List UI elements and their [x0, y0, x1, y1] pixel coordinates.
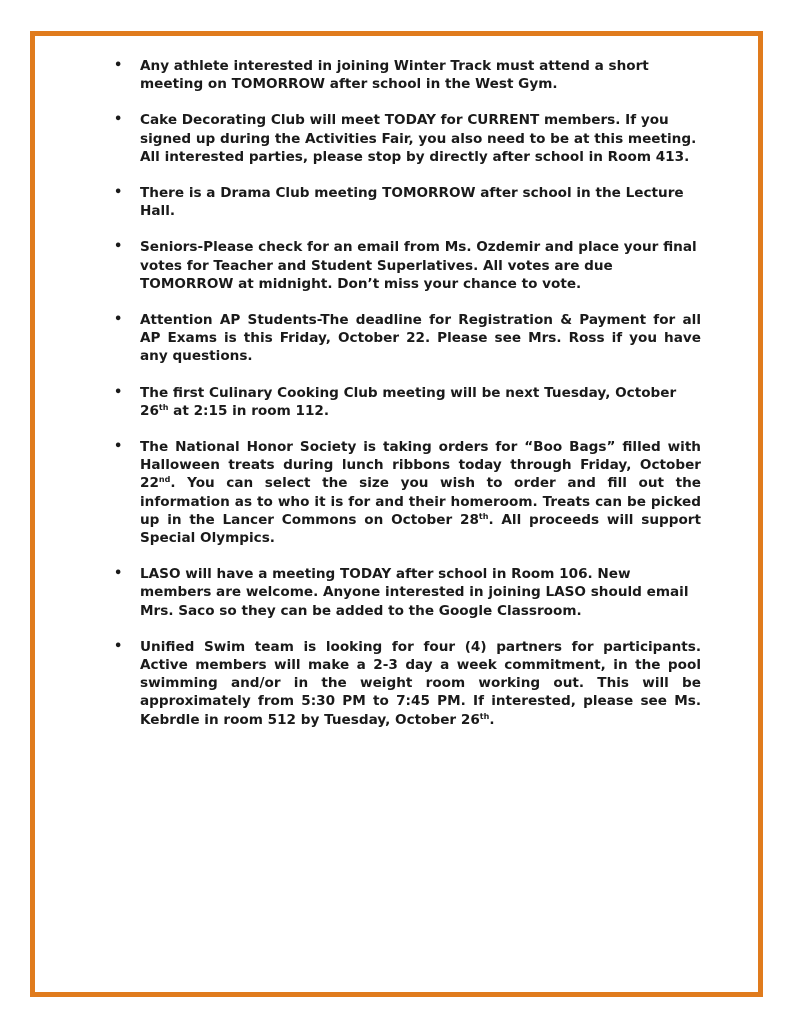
text-segment: Attention AP Students-The deadline for Registration & Payment for all AP Exams is this Friday, October 22. Please see Mrs. Ross if you have any questions.: [140, 312, 701, 365]
announcement-item: [108, 57, 701, 93]
announcement-item: [108, 311, 701, 366]
bullet-icon: •: [114, 185, 123, 201]
text-segment: Seniors-Please check for an email from Ms. Ozdemir and place your final votes for Teacher and Student Superlatives. All votes are due TOMORROW at midnight. Don’t miss your chance to vote.: [140, 239, 697, 292]
ordinal-suffix: th: [158, 402, 169, 412]
bullet-icon: •: [114, 439, 123, 455]
text-segment: Cake Decorating Club will meet TODAY for CURRENT members. If you signed up during the Activities Fair, you also need to be at this meeting. All interested parties, please stop by directly after school in Room 413.: [140, 112, 697, 165]
text-segment: The first Culinary Cooking Club meeting will be next Tuesday, October 26: [140, 384, 677, 419]
announcement-text: [140, 239, 697, 291]
announcement-item: [108, 438, 701, 547]
announcement-text: [140, 58, 649, 92]
announcement-text: [140, 112, 696, 164]
ordinal-suffix: th: [479, 711, 490, 721]
announcement-item: [108, 238, 701, 293]
text-segment: Any athlete interested in joining Winter Track must attend a short meeting on TOMORROW after school in the West Gym.: [140, 58, 649, 93]
announcement-text: [140, 566, 689, 618]
announcement-item: [108, 184, 701, 220]
announcement-text: [140, 311, 701, 366]
ordinal-suffix: th: [478, 511, 489, 521]
announcement-list: [108, 57, 701, 747]
bullet-icon: •: [114, 638, 123, 654]
announcement-item: [108, 565, 701, 620]
bullet-icon: •: [114, 58, 123, 73]
text-segment: at 2:15 in room 112.: [168, 402, 330, 419]
text-segment: Unified Swim team is looking for four (4) partners for participants. Active members will make a 2-3 day a week commitment, in the pool swimming and/or in the weight room working out. This will be approximately from 5:30 PM to 7:45 PM. If interested, please see Ms. Kebrdle in room 512 by Tuesday, October 26: [140, 638, 701, 728]
text-segment: . You can select the size you wish to order and fill out the information as to who it is for and their homeroom. Treats can be picked up in the Lancer Commons on October 28: [140, 475, 701, 528]
announcement-item: [108, 111, 701, 166]
text-segment: LASO will have a meeting TODAY after school in Room 106. New members are welcome. Anyone interested in joining LASO should email Mrs. Saco so they can be added to the Google Classroom.: [140, 566, 689, 619]
bullet-icon: •: [114, 566, 123, 582]
announcement-item: [108, 638, 701, 729]
announcement-text: [140, 185, 684, 219]
text-segment: .: [489, 711, 495, 728]
text-segment: There is a Drama Club meeting TOMORROW after school in the Lecture Hall.: [140, 185, 684, 220]
text-segment: . All proceeds will support Special Olympics.: [140, 511, 701, 547]
announcement-text: [140, 638, 701, 729]
bullet-icon: •: [114, 112, 123, 128]
bullet-icon: •: [114, 239, 123, 255]
announcement-item: [108, 384, 701, 420]
text-segment: The National Honor Society is taking orders for “Boo Bags” filled with Halloween treats during lunch ribbons today through Friday, October 22: [140, 439, 701, 492]
ordinal-suffix: nd: [158, 475, 171, 485]
bullet-icon: •: [114, 312, 123, 328]
announcement-text: [140, 385, 676, 419]
bullet-icon: •: [114, 384, 123, 400]
announcement-text: [140, 438, 701, 547]
